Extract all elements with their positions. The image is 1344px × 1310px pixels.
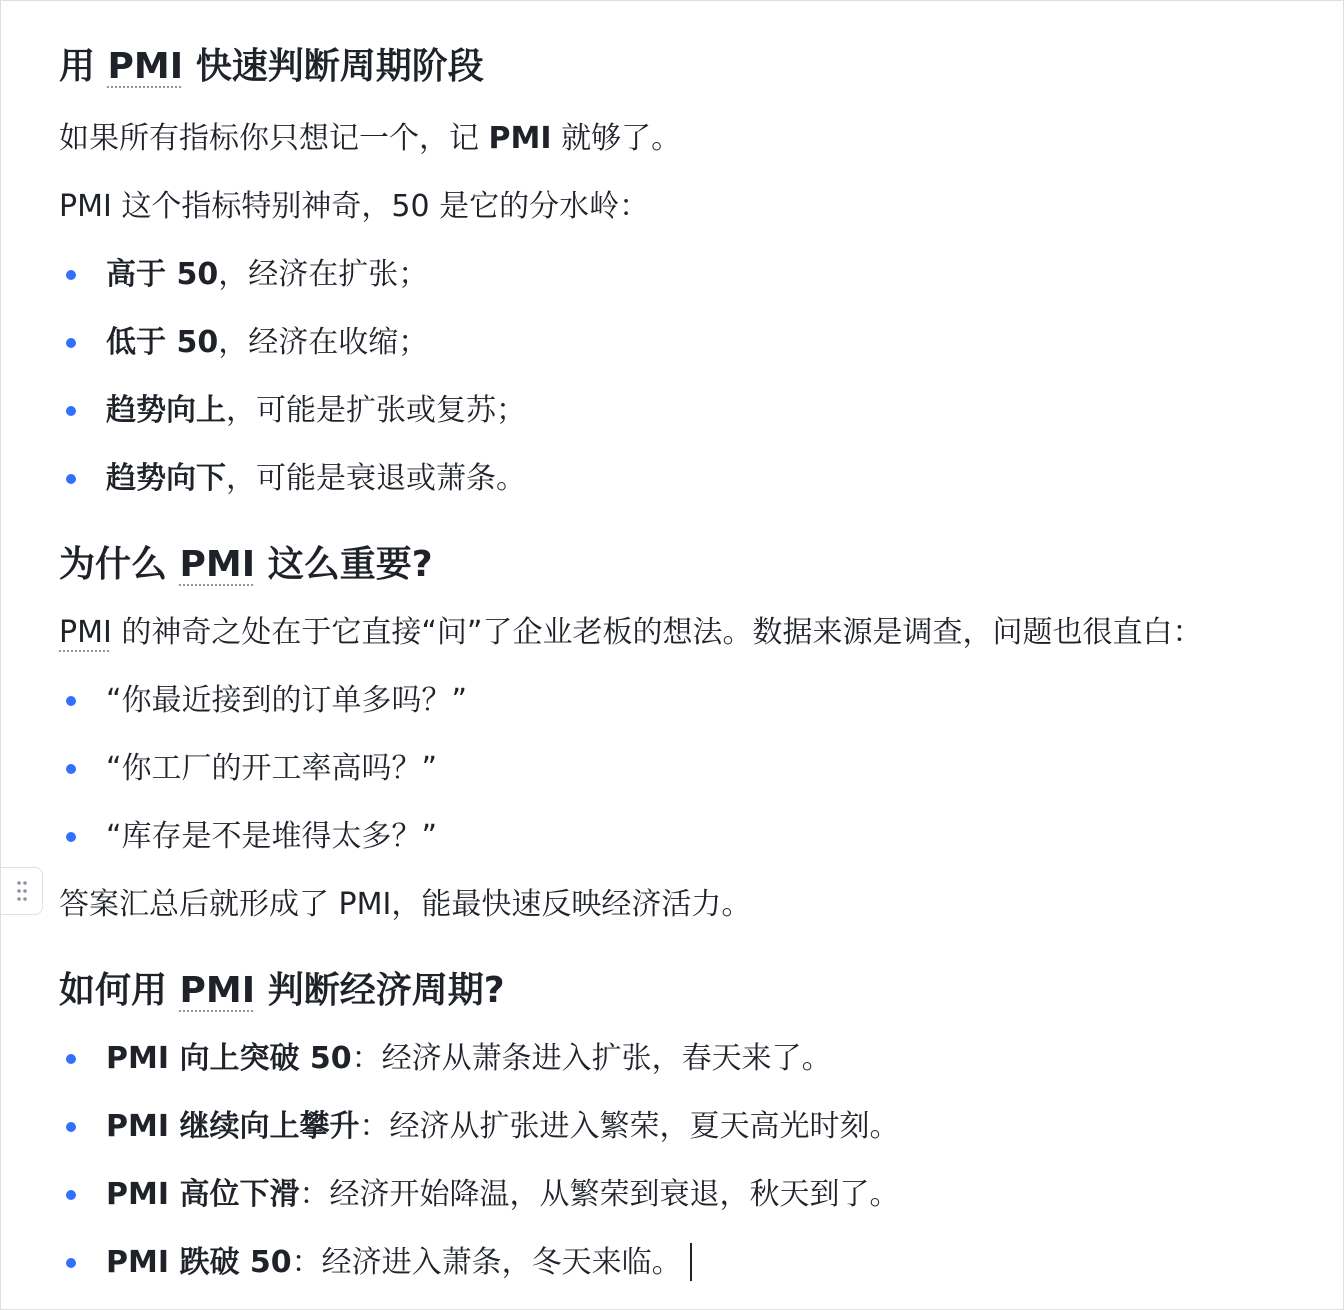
section-heading: 用 PMI 快速判断周期阶段 — [59, 46, 484, 87]
bullet-icon — [66, 1054, 76, 1064]
bullet-icon — [66, 764, 76, 774]
bullet-icon — [66, 1190, 76, 1200]
bullet-icon — [66, 406, 76, 416]
glossary-term[interactable]: PMI — [179, 544, 256, 585]
block-drag-handle[interactable] — [1, 867, 43, 915]
bullet-icon — [66, 474, 76, 484]
paragraph: PMI 的神奇之处在于它直接“问”了企业老板的想法。数据来源是调查，问题也很直白： — [59, 615, 1203, 650]
document-frame: 用 PMI 快速判断周期阶段 如果所有指标你只想记一个，记 PMI 就够了。 PMI 这个指标特别神奇，50 是它的分水岭： 高于 50，经济在扩张； 低于 50，经济在收缩； 趋势向上，可能是扩张或复苏； 趋势向下，可能是衰退或萧条。 为什么 PMI 这么重要? PMI 的神奇之处在于它直接“问”了企业老板的想法。数据来源是调查，问题也很直白： “你最近接到的订单多吗？” “你工厂的开工率高吗？” “库存是不是堆得太多？” 答案汇总后就形成了 PMI，能最快速反映经济活力。 如何用 PMI 判断经济周期? PMI 向上突破 50：经济从萧条进入扩张，春天来了。 PMI 继续向上攀升：经济从扩张进入繁荣，夏天高光时刻。 PMI 高位下滑：经济开始降温，从繁荣到衰退，秋天到了。 PMI 跌破 50：经济进入萧条，冬天来临。 — [0, 0, 1344, 1310]
section-heading: 为什么 PMI 这么重要? — [59, 544, 433, 585]
paragraph: 答案汇总后就形成了 PMI，能最快速反映经济活力。 — [59, 887, 752, 922]
glossary-term[interactable]: PMI — [59, 615, 112, 650]
section-heading: 如何用 PMI 判断经济周期? — [59, 970, 505, 1011]
glossary-term[interactable]: PMI — [107, 46, 184, 87]
paragraph: PMI 这个指标特别神奇，50 是它的分水岭： — [59, 189, 650, 224]
bullet-icon — [66, 338, 76, 348]
text-cursor — [690, 1243, 692, 1281]
bullet-icon — [66, 832, 76, 842]
glossary-term[interactable]: PMI — [179, 970, 256, 1011]
drag-handle-icon[interactable] — [17, 880, 27, 902]
bullet-icon — [66, 696, 76, 706]
bullet-icon — [66, 1122, 76, 1132]
bullet-icon — [66, 270, 76, 280]
paragraph: 如果所有指标你只想记一个，记 PMI 就够了。 — [59, 121, 682, 156]
bullet-icon — [66, 1258, 76, 1268]
